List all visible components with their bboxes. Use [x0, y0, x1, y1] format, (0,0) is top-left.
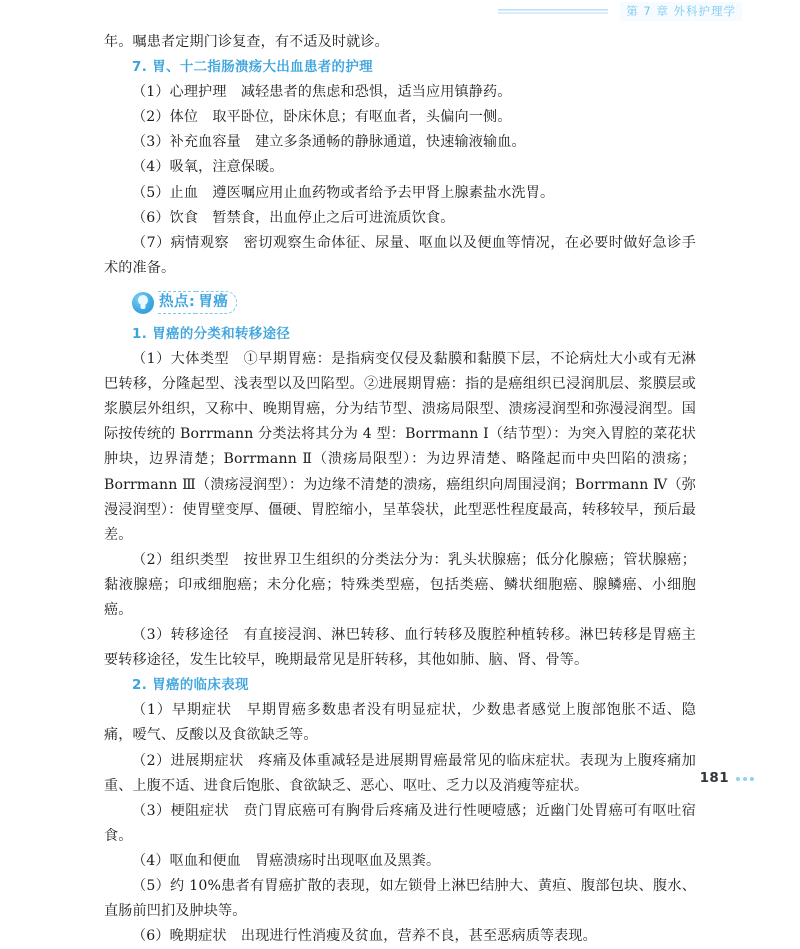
list-item: （4）呕血和便血 胃癌溃疡时出现呕血及黑粪。: [132, 852, 441, 869]
hotspot-inner: [132, 291, 237, 315]
header-rule-icon: [498, 8, 608, 15]
list-item: （1）心理护理 减轻患者的焦虑和恐惧，适当应用镇静药。: [132, 84, 512, 101]
section-heading-2: 2. 胃癌的临床表现: [132, 678, 249, 694]
section-heading-1: 1. 胃癌的分类和转移途径: [132, 326, 291, 342]
list-item: （5）止血 遵医嘱应用止血药物或者给予去甲肾上腺素盐水洗胃。: [132, 184, 555, 201]
list-item: （3）梗阻症状 贲门胃底癌可有胸骨后疼痛及进行性哽噎感；近幽门处胃癌可有呕吐宿食。: [104, 802, 696, 844]
page-number: 181: [699, 770, 729, 786]
page-body: [104, 30, 696, 949]
section-heading-7: 7. 胃、十二指肠溃疡大出血患者的护理: [132, 60, 373, 76]
list-item: （1）大体类型 ①早期胃癌：是指病变仅侵及黏膜和黏膜下层，不论病灶大小或有无淋巴转移，分隆起型、浅表型以及凹陷型。②进展期胃癌：指的是癌组织已浸润肌层、浆膜层或浆膜层外组织，又称中、晚期胃癌，分为结节型、溃疡局限型、溃疡浸润型和弥漫浸润型。国际按传统的 Borrmann 分类法将其分为 4 型：Borrmann Ⅰ（结节型）：为突入胃腔的菜花状肿块，边界清楚；Borrmann Ⅱ（溃疡局限型）：为边界清楚、略隆起而中央凹陷的溃疡；Borrmann Ⅲ（溃疡浸润型）：为边缘不清楚的溃疡，癌组织向周围浸润；Borrmann Ⅳ（弥漫浸润型）：使胃壁变厚、僵硬、胃腔缩小，呈革袋状，此型恶性程度最高，转移较早，预后最差。: [104, 351, 696, 543]
chapter-label: 第 7 章 外科护理学: [620, 2, 742, 21]
list-item: （6）饮食 暂禁食，出血停止之后可进流质饮食。: [132, 209, 455, 226]
page-footer: [700, 770, 754, 786]
folio-dots-icon: [736, 777, 754, 781]
list-item: （3）补充血容量 建立多条通畅的静脉通道，快速输液输血。: [132, 134, 526, 151]
hotspot-label: 热点:: [158, 291, 196, 314]
hotspot-topic: 胃癌: [196, 291, 237, 314]
list-item: （5）约 10%患者有胃癌扩散的表现，如左锁骨上淋巴结肿大、黄疸、腹部包块、腹水、直肠前凹扪及肿块等。: [104, 878, 696, 920]
running-head: [0, 0, 800, 22]
continued-paragraph: 年。嘱患者定期门诊复查，有不适及时就诊。: [104, 34, 389, 50]
list-item: （2）进展期症状 疼痛及体重减轻是进展期胃癌最常见的临床症状。表现为上腹疼痛加重、上腹不适、进食后饱胀、食欲缺乏、恶心、呕吐、乏力以及消瘦等症状。: [104, 752, 696, 794]
hotspot-badge: [104, 288, 696, 318]
list-item: （4）吸氧，注意保暖。: [132, 159, 284, 176]
lightbulb-icon: [132, 292, 154, 314]
list-item: （7）病情观察 密切观察生命体征、尿量、呕血以及便血等情况，在必要时做好急诊手术的准备。: [104, 234, 696, 276]
list-item: （2）组织类型 按世界卫生组织的分类法分为：乳头状腺癌；低分化腺癌；管状腺癌；黏液腺癌；印戒细胞癌；未分化癌；特殊类型癌，包括类癌、鳞状细胞癌、腺鳞癌、小细胞癌。: [104, 551, 696, 618]
list-item: （3）转移途径 有直接浸润、淋巴转移、血行转移及腹腔种植转移。淋巴转移是胃癌主要转移途径，发生比较早，晚期最常见是肝转移，其他如肺、脑、肾、骨等。: [104, 627, 696, 669]
list-item: （6）晚期症状 出现进行性消瘦及贫血，营养不良，甚至恶病质等表现。: [132, 928, 597, 945]
list-item: （2）体位 取平卧位，卧床休息；有呕血者，头偏向一侧。: [132, 109, 512, 126]
list-item: （1）早期症状 早期胃癌多数患者没有明显症状，少数患者感觉上腹部饱胀不适、隐痛，嗳气、反酸以及食欲缺乏等。: [104, 702, 696, 744]
